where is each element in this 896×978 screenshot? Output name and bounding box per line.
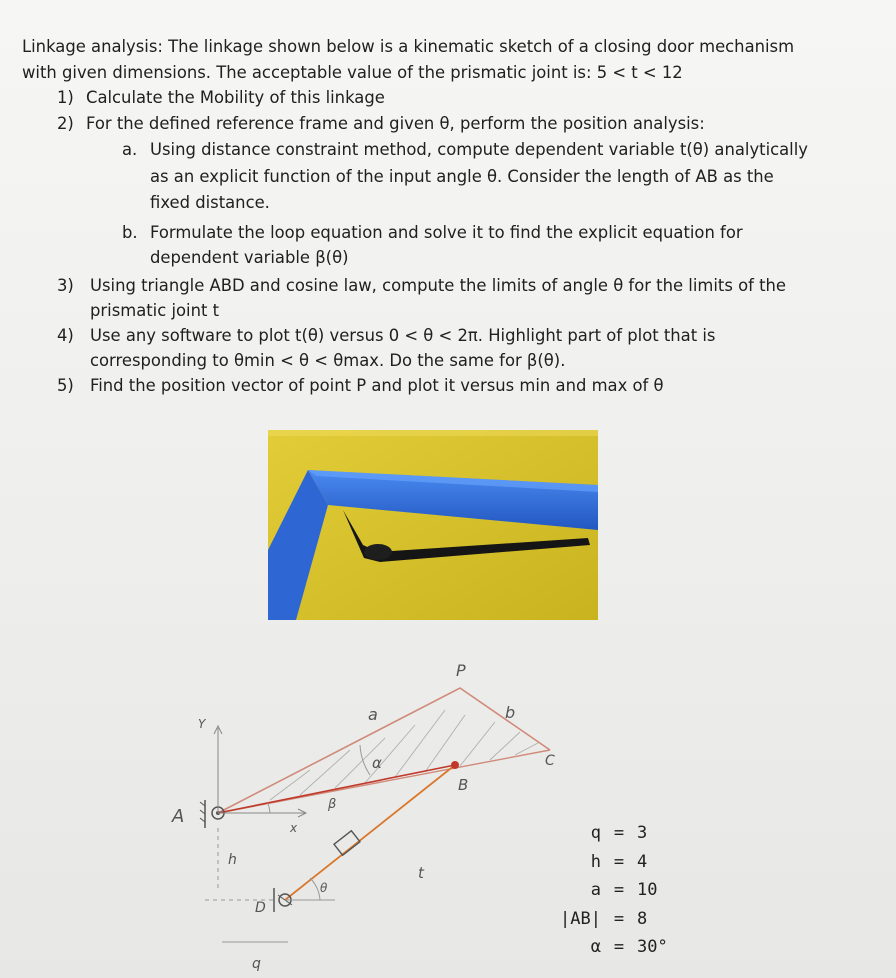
given-equals: = [613, 880, 625, 900]
q2a-line-3: fixed distance. [150, 193, 270, 212]
beta-arc [268, 803, 270, 813]
theta-arc [310, 878, 320, 900]
label-q: q [252, 956, 261, 972]
given-key: α [590, 937, 601, 957]
label-b-link: b [505, 703, 516, 722]
label-x: x [290, 821, 298, 835]
q2b-line-1: Formulate the loop equation and solve it to find the explicit equation for [150, 223, 743, 242]
label-c: C [545, 753, 555, 769]
label-a-point: A [172, 806, 185, 827]
given-key: |AB| [560, 908, 601, 929]
label-b-point: B [458, 776, 469, 794]
q1-text: Calculate the Mobility of this linkage [86, 88, 385, 107]
given-value: 4 [637, 851, 648, 872]
given-value: 10 [637, 880, 658, 900]
label-d: D [255, 900, 266, 916]
intro-line-2: with given dimensions. The acceptable value of the prismatic joint is: 5 < t < 12 [22, 63, 683, 82]
given-equals: = [613, 908, 625, 929]
q1-number: 1) [57, 88, 74, 107]
given-value: 30° [637, 937, 668, 957]
door-closer-photo [268, 430, 598, 620]
q4-line-2: corresponding to θmin < θ < θmax. Do the same for β(θ). [90, 351, 566, 370]
q3-line-2: prismatic joint t [90, 301, 220, 320]
q3-line-1: Using triangle ABD and cosine law, compute the limits of angle θ for the limits of the [90, 276, 787, 295]
intro-line-1: Linkage analysis: The linkage shown below is a kinematic sketch of a closing door mechanism [22, 37, 795, 56]
label-t: t [418, 864, 424, 882]
label-p: P [456, 661, 466, 680]
q2b-line-2: dependent variable β(θ) [150, 248, 349, 267]
given-row-q [555, 823, 695, 852]
given-row-a [555, 880, 695, 909]
ground-a [200, 800, 224, 828]
given-row-ab [555, 909, 695, 938]
given-row-h [555, 852, 695, 881]
q2a-line-2: as an explicit function of the input angle θ. Consider the length of AB as the [150, 167, 774, 186]
given-key: h [590, 851, 601, 872]
door-closer-photo-art [268, 430, 598, 620]
q5-number: 5) [57, 376, 74, 395]
q2-text: For the defined reference frame and given θ, perform the position analysis: [86, 114, 705, 133]
label-alpha: α [372, 754, 382, 772]
pin-b [451, 761, 459, 769]
label-y: Y [198, 717, 206, 731]
given-value: 3 [637, 823, 648, 843]
q2a-number: a. [122, 140, 138, 159]
given-equals: = [613, 937, 625, 957]
q4-line-1: Use any software to plot t(θ) versus 0 < θ < 2π. Highlight part of plot that is [90, 326, 716, 345]
given-key: a [590, 880, 601, 900]
link-ab [218, 765, 455, 813]
label-h: h [228, 852, 237, 868]
triangle-hatching [270, 710, 538, 800]
label-beta: β [328, 797, 337, 812]
q2a-line-1: Using distance constraint method, compute dependent variable t(θ) analytically [150, 140, 808, 159]
alpha-arc [360, 745, 370, 775]
q3-number: 3) [57, 276, 74, 295]
q4-number: 4) [57, 326, 74, 345]
given-equals: = [613, 851, 625, 872]
q5-text: Find the position vector of point P and plot it versus min and max of θ [90, 376, 664, 395]
given-value: 8 [637, 908, 648, 929]
label-a: a [368, 705, 378, 724]
label-theta: θ [320, 881, 328, 895]
q2-number: 2) [57, 114, 74, 133]
given-values [555, 823, 695, 966]
given-row-alpha [555, 937, 695, 966]
given-key: q [590, 823, 601, 843]
q2b-number: b. [122, 223, 138, 242]
given-equals: = [613, 823, 625, 843]
